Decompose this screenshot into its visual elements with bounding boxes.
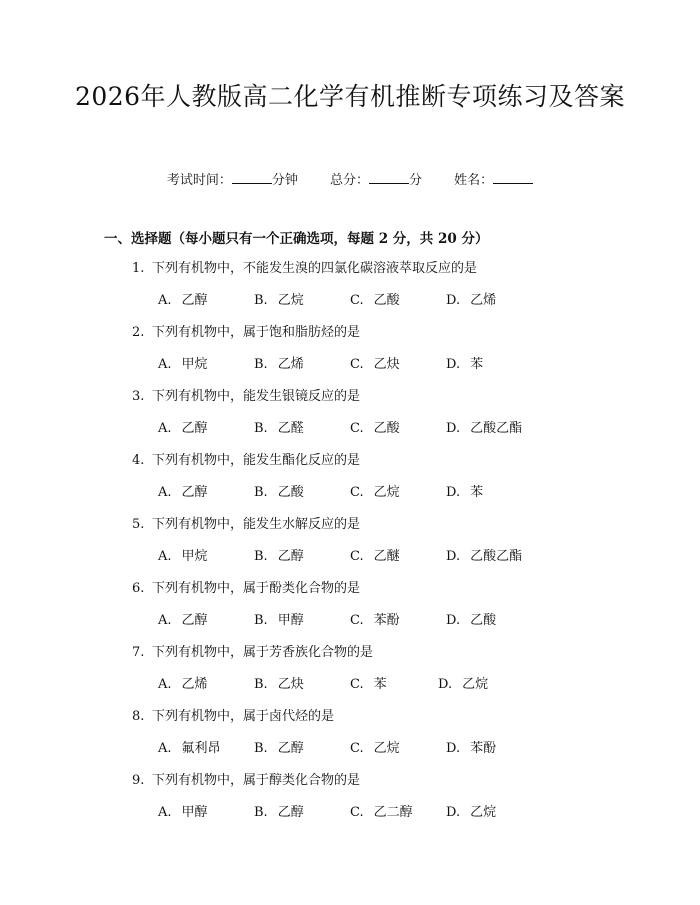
- question-text: 下列有机物中，属于饱和脂肪烃的是: [152, 325, 361, 340]
- question-text: 下列有机物中，能发生银镜反应的是: [152, 389, 361, 404]
- question-number: 2.: [132, 325, 145, 340]
- option-b[interactable]: B. 乙醇: [254, 741, 304, 756]
- option-b[interactable]: B. 甲醇: [254, 613, 304, 628]
- question-number: 3.: [132, 389, 145, 404]
- question-stem: [132, 580, 360, 598]
- total-score-field: [330, 170, 422, 190]
- question-text: 下列有机物中，属于醇类化合物的是: [152, 773, 361, 788]
- option-b[interactable]: B. 乙炔: [254, 677, 304, 692]
- option-a[interactable]: A. 乙醇: [158, 485, 208, 500]
- question-text: 下列有机物中，不能发生溴的四氯化碳溶液萃取反应的是: [152, 261, 478, 276]
- option-d[interactable]: D. 苯酚: [446, 741, 497, 756]
- option-d[interactable]: D. 乙酸乙酯: [446, 421, 523, 436]
- section-heading: 一、选择题（每小题只有一个正确选项，每题 2 分，共 20 分）: [104, 231, 489, 247]
- question-stem: [132, 324, 360, 342]
- option-c[interactable]: C. 苯酚: [350, 613, 400, 628]
- option-d[interactable]: D. 乙烷: [446, 805, 497, 820]
- option-a[interactable]: A. 甲烷: [158, 549, 208, 564]
- option-c[interactable]: C. 乙炔: [350, 357, 400, 372]
- option-d[interactable]: D. 乙烯: [446, 293, 497, 308]
- option-c[interactable]: C. 乙二醇: [350, 805, 413, 820]
- option-a[interactable]: A. 甲醇: [158, 805, 208, 820]
- question-number: 5.: [132, 517, 145, 532]
- total-score-blank[interactable]: [369, 170, 409, 184]
- question-text: 下列有机物中，能发生水解反应的是: [152, 517, 361, 532]
- option-a[interactable]: A. 氟利昂: [158, 741, 221, 756]
- question-text: 下列有机物中，属于酚类化合物的是: [152, 581, 361, 596]
- total-score-unit: 分: [409, 173, 423, 188]
- option-c[interactable]: C. 乙酸: [350, 421, 400, 436]
- option-d[interactable]: D. 乙烷: [438, 677, 489, 692]
- student-name-label: 姓名：: [454, 173, 494, 188]
- option-c[interactable]: C. 苯: [350, 677, 387, 692]
- student-name-field: [454, 170, 533, 190]
- total-score-label: 总分：: [329, 173, 369, 188]
- option-d[interactable]: D. 乙酸乙酯: [446, 549, 523, 564]
- option-b[interactable]: B. 乙醇: [254, 549, 304, 564]
- option-b[interactable]: B. 乙醇: [254, 805, 304, 820]
- question-stem: [132, 388, 360, 406]
- question-stem: [132, 260, 477, 278]
- question-stem: [132, 644, 373, 662]
- question-stem: [132, 452, 360, 470]
- option-a[interactable]: A. 乙醇: [158, 613, 208, 628]
- question-stem: [132, 772, 360, 790]
- question-text: 下列有机物中，属于芳香族化合物的是: [152, 645, 374, 660]
- question-number: 8.: [132, 709, 145, 724]
- option-a[interactable]: A. 乙醇: [158, 293, 208, 308]
- question-number: 4.: [132, 453, 145, 468]
- option-b[interactable]: B. 乙烷: [254, 293, 304, 308]
- question-number: 7.: [132, 645, 145, 660]
- exam-time-label: 考试时间：: [166, 173, 232, 188]
- option-b[interactable]: B. 乙醛: [254, 421, 304, 436]
- option-d[interactable]: D. 乙酸: [446, 613, 497, 628]
- option-c[interactable]: C. 乙烷: [350, 741, 400, 756]
- option-b[interactable]: B. 乙烯: [254, 357, 304, 372]
- exam-time-field: [167, 170, 298, 190]
- option-b[interactable]: B. 乙酸: [254, 485, 304, 500]
- page-title: 2026年人教版高二化学有机推断专项练习及答案: [74, 82, 626, 111]
- option-a[interactable]: A. 甲烷: [158, 357, 208, 372]
- question-text: 下列有机物中，属于卤代烃的是: [152, 709, 335, 724]
- exam-time-unit: 分钟: [271, 173, 298, 188]
- option-c[interactable]: C. 乙醚: [350, 549, 400, 564]
- question-stem: [132, 708, 334, 726]
- question-number: 9.: [132, 773, 145, 788]
- option-c[interactable]: C. 乙烷: [350, 485, 400, 500]
- option-d[interactable]: D. 苯: [446, 485, 484, 500]
- option-c[interactable]: C. 乙酸: [350, 293, 400, 308]
- option-a[interactable]: A. 乙烯: [158, 677, 208, 692]
- exam-time-blank[interactable]: [232, 170, 272, 184]
- student-name-blank[interactable]: [493, 170, 533, 184]
- question-stem: [132, 516, 360, 534]
- question-number: 1.: [132, 261, 145, 276]
- option-a[interactable]: A. 乙醇: [158, 421, 208, 436]
- exam-meta: [0, 170, 700, 190]
- question-number: 6.: [132, 581, 145, 596]
- question-text: 下列有机物中，能发生酯化反应的是: [152, 453, 361, 468]
- option-d[interactable]: D. 苯: [446, 357, 484, 372]
